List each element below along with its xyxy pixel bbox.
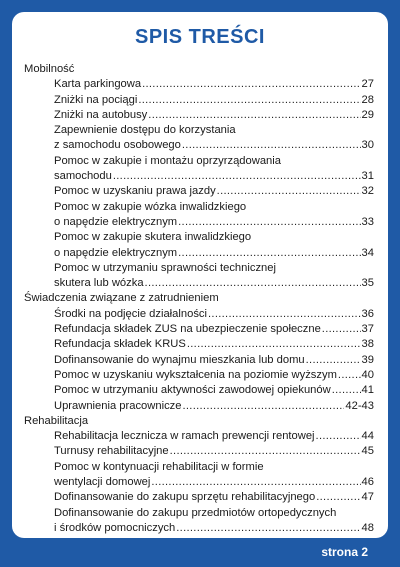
toc-entry[interactable] bbox=[54, 184, 374, 199]
toc-entry[interactable] bbox=[54, 399, 374, 414]
toc-entry-page: 46 bbox=[361, 476, 374, 489]
toc-entry-label: Uprawnienia pracownicze bbox=[54, 399, 182, 412]
dot-leader bbox=[178, 246, 360, 261]
toc-entry-page: 36 bbox=[361, 307, 374, 320]
toc-entry-line: Pomoc w zakupie skutera inwalidzkiego bbox=[54, 231, 252, 244]
toc-entry[interactable] bbox=[54, 246, 374, 261]
page-card bbox=[12, 12, 388, 538]
toc-entry[interactable] bbox=[54, 93, 374, 108]
toc-entry[interactable] bbox=[54, 276, 374, 291]
dot-leader bbox=[338, 368, 361, 383]
toc-entry-page: 29 bbox=[361, 108, 374, 121]
toc-entry-page: 48 bbox=[361, 521, 374, 534]
toc-entry[interactable] bbox=[54, 77, 374, 92]
dot-leader bbox=[217, 184, 361, 199]
toc-entry-label: samochodu bbox=[54, 170, 112, 183]
page-title: SPIS TREŚCI bbox=[135, 26, 265, 48]
toc-entry-page: 44 bbox=[361, 430, 374, 443]
dot-leader bbox=[148, 108, 360, 123]
toc-entry-label: Rehabilitacja lecznicza w ramach prewencji rentowej bbox=[54, 430, 315, 443]
toc-entry-label: Zniżki na pociągi bbox=[54, 93, 138, 106]
toc-entry[interactable] bbox=[54, 169, 374, 184]
toc-entry-label: Pomoc w utrzymaniu aktywności zawodowej opiekunów bbox=[54, 384, 331, 397]
toc-entry-label: Karta parkingowa bbox=[54, 78, 142, 91]
dot-leader bbox=[113, 169, 361, 184]
dot-leader bbox=[145, 276, 361, 291]
toc-entry-line: Pomoc w utrzymaniu sprawności technicznej bbox=[54, 261, 276, 274]
dot-leader bbox=[187, 337, 361, 352]
dot-leader bbox=[170, 444, 361, 459]
toc-entry[interactable] bbox=[54, 368, 374, 383]
toc-entry-label: Pomoc w uzyskaniu prawa jazdy bbox=[54, 185, 216, 198]
dot-leader bbox=[306, 353, 361, 368]
dot-leader bbox=[208, 307, 361, 322]
section-heading: Mobilność bbox=[24, 63, 75, 75]
toc-entry-page: 32 bbox=[361, 185, 374, 198]
toc-entry-page: 38 bbox=[361, 338, 374, 351]
toc-entry-line: Pomoc w zakupie i montażu oprzyrządowania bbox=[54, 154, 281, 167]
toc-entry-page: 41 bbox=[361, 384, 374, 397]
toc-entry-line: Pomoc w zakupie wózka inwalidzkiego bbox=[54, 200, 247, 213]
toc-entry-label: i środków pomocniczych bbox=[54, 521, 176, 534]
toc-entry-line: Dofinansowanie do zakupu przedmiotów ortopedycznych bbox=[54, 506, 337, 519]
page-number: strona 2 bbox=[321, 545, 368, 559]
toc-entry-label: Refundacja składek KRUS bbox=[54, 338, 186, 351]
toc-entry[interactable] bbox=[54, 108, 374, 123]
toc-entry[interactable] bbox=[54, 521, 374, 536]
toc-entry-label: Zniżki na autobusy bbox=[54, 108, 148, 121]
toc-entry-label: wentylacji domowej bbox=[54, 476, 151, 489]
dot-leader bbox=[182, 138, 361, 153]
toc-entry-label: Dofinansowanie do zakupu sprzętu rehabilitacyjnego bbox=[54, 491, 316, 504]
toc-entry-label: Turnusy rehabilitacyjne bbox=[54, 445, 169, 458]
toc-entry-page: 47 bbox=[361, 491, 374, 504]
toc-entry[interactable] bbox=[54, 138, 374, 153]
dot-leader bbox=[142, 77, 360, 92]
toc-entry-page: 30 bbox=[361, 139, 374, 152]
toc-entry-page: 37 bbox=[361, 323, 374, 336]
dot-leader bbox=[176, 521, 360, 536]
dot-leader bbox=[182, 399, 344, 414]
toc-entry-label: Refundacja składek ZUS na ubezpieczenie społeczne bbox=[54, 323, 321, 336]
toc-entry-page: 39 bbox=[361, 353, 374, 366]
toc-entry[interactable] bbox=[54, 353, 374, 368]
toc-entry-page: 31 bbox=[361, 170, 374, 183]
toc-entry-label: Pomoc w uzyskaniu wykształcenia na poziomie wyższym bbox=[54, 368, 337, 381]
section-heading: Świadczenia związane z zatrudnieniem bbox=[24, 292, 219, 305]
toc-entry-label: skutera lub wózka bbox=[54, 277, 144, 290]
toc-entry-page: 35 bbox=[361, 277, 374, 290]
toc-entry-line: Pomoc w kontynuacji rehabilitacji w formie bbox=[54, 460, 264, 473]
dot-leader bbox=[322, 322, 361, 337]
section-heading: Rehabilitacja bbox=[24, 414, 89, 427]
toc-entry[interactable] bbox=[54, 444, 374, 459]
table-of-contents bbox=[24, 62, 374, 536]
dot-leader bbox=[316, 490, 360, 505]
toc-entry-label: Środki na podjęcie działalności bbox=[54, 307, 207, 320]
toc-entry-label: Dofinansowanie do wynajmu mieszkania lub domu bbox=[54, 353, 305, 366]
toc-entry[interactable] bbox=[54, 337, 374, 352]
dot-leader bbox=[178, 215, 360, 230]
toc-entry[interactable] bbox=[54, 322, 374, 337]
toc-entry[interactable] bbox=[54, 215, 374, 230]
toc-entry[interactable] bbox=[54, 383, 374, 398]
toc-entry-page: 27 bbox=[361, 78, 374, 91]
toc-entry-label: o napędzie elektrycznym bbox=[54, 215, 178, 228]
dot-leader bbox=[316, 429, 361, 444]
toc-entry-page: 45 bbox=[361, 445, 374, 458]
dot-leader bbox=[138, 93, 360, 108]
toc-entry-page: 40 bbox=[361, 368, 374, 381]
dot-leader bbox=[151, 475, 360, 490]
toc-entry-page: 42-43 bbox=[345, 399, 374, 412]
toc-entry-page: 34 bbox=[361, 246, 374, 259]
toc-entry-label: z samochodu osobowego bbox=[54, 139, 181, 152]
toc-entry[interactable] bbox=[54, 307, 374, 322]
dot-leader bbox=[332, 383, 361, 398]
toc-entry-page: 33 bbox=[361, 215, 374, 228]
toc-entry[interactable] bbox=[54, 429, 374, 444]
toc-entry[interactable] bbox=[54, 490, 374, 505]
toc-entry-page: 28 bbox=[361, 93, 374, 106]
toc-entry-label: o napędzie elektrycznym bbox=[54, 246, 178, 259]
toc-entry[interactable] bbox=[54, 475, 374, 490]
toc-entry-line: Zapewnienie dostępu do korzystania bbox=[54, 124, 236, 137]
